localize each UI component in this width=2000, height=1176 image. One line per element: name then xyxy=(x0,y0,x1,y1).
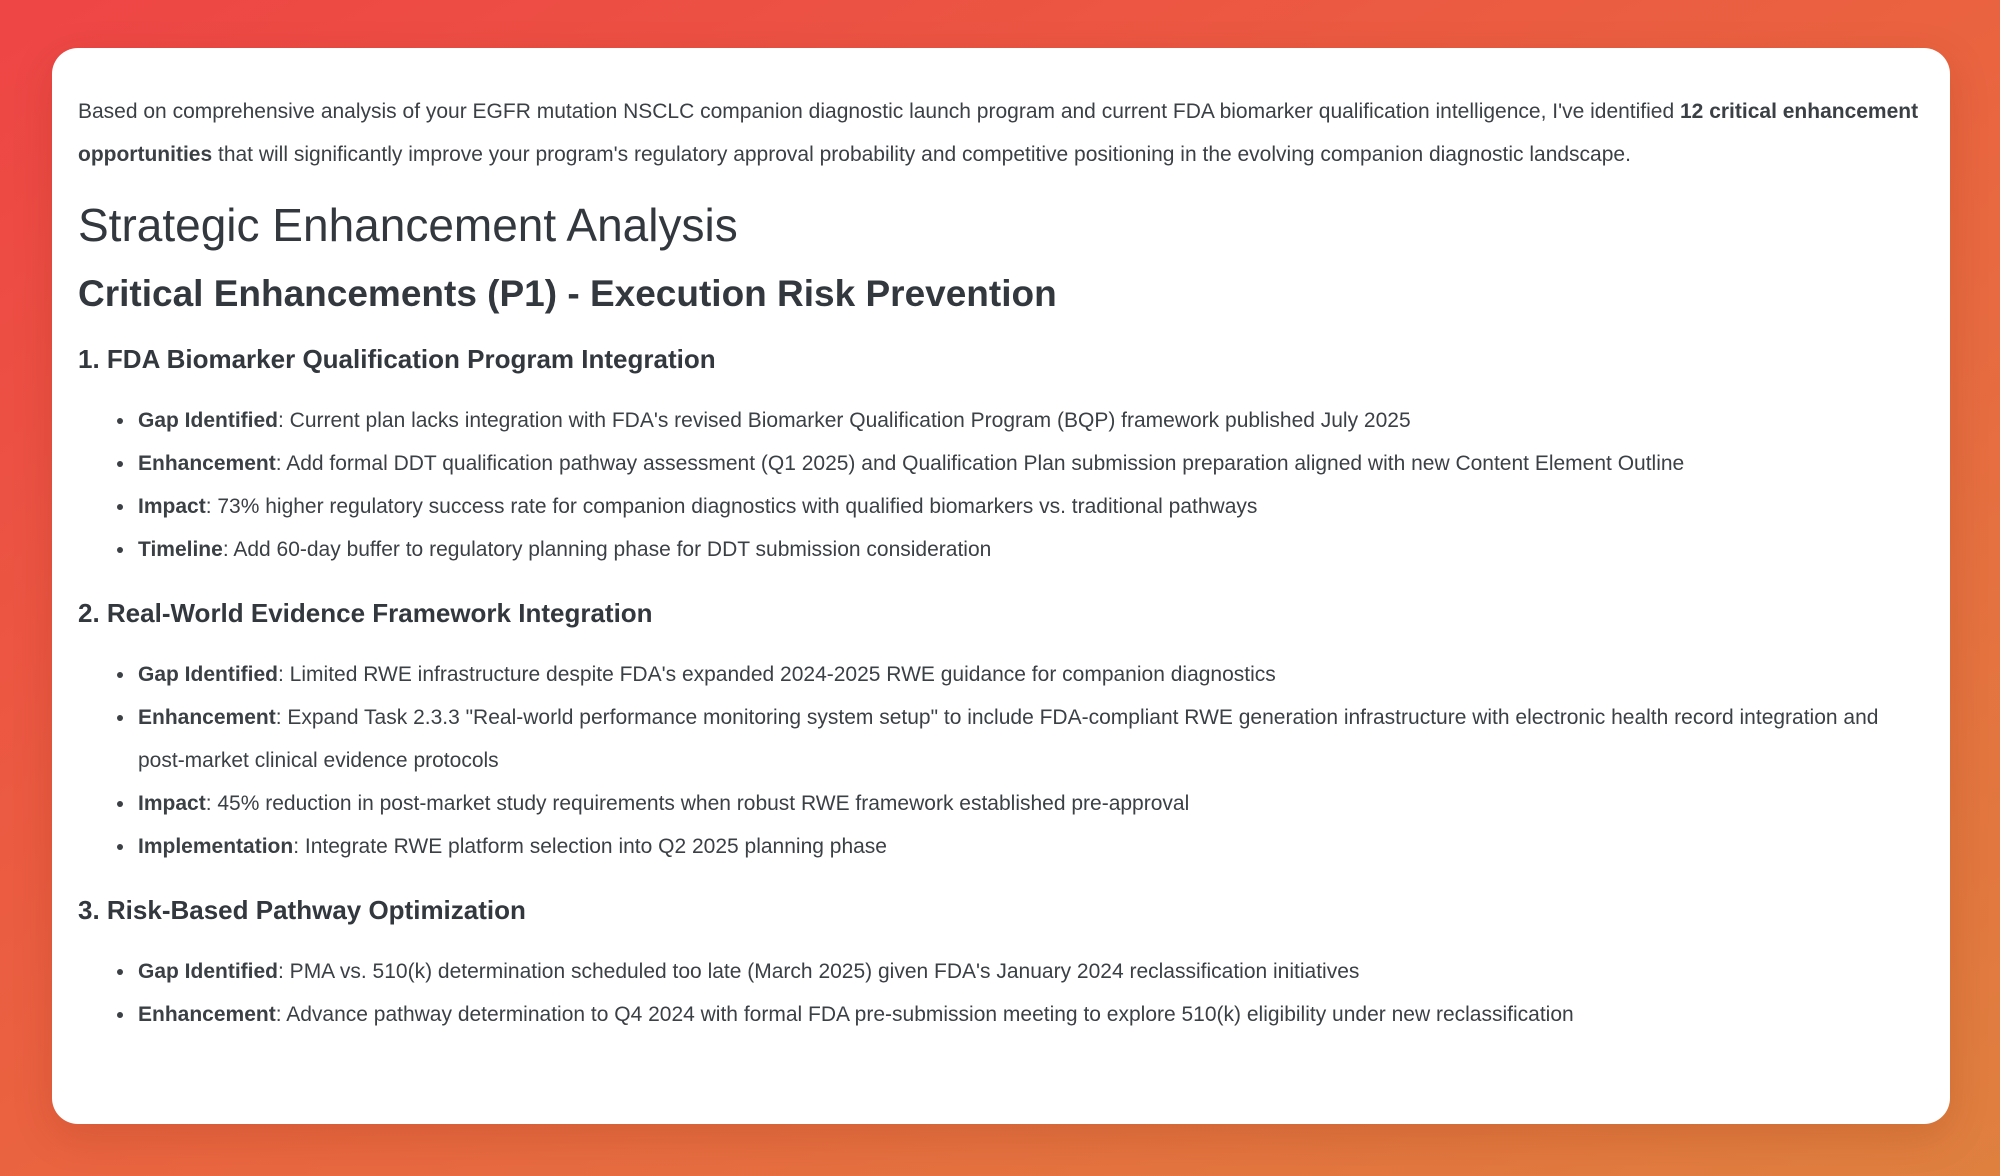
item-label: Enhancement xyxy=(138,706,276,730)
item-text: : Current plan lacks integration with FDA's revised Biomarker Qualification Program (BQP) framework published July 2025 xyxy=(278,409,1411,433)
list-item xyxy=(136,399,1924,442)
enhancement-heading: 3. Risk-Based Pathway Optimization xyxy=(78,895,526,926)
item-label: Impact xyxy=(138,792,206,816)
item-label: Impact xyxy=(138,495,206,519)
item-label: Enhancement xyxy=(138,452,276,476)
enhancement-list xyxy=(78,950,1924,1036)
intro-bold-highlight: 12 critical enhancement opportunities xyxy=(78,100,1919,166)
intro-text-start: Based on comprehensive analysis of your EGFR mutation NSCLC companion diagnostic launch program and current FDA biomarker qualification intelligence, I've identified xyxy=(78,100,1680,123)
enhancement-list xyxy=(78,399,1924,571)
enhancement-list xyxy=(78,653,1924,868)
list-item xyxy=(136,485,1924,528)
item-label: Gap Identified xyxy=(138,663,279,687)
list-item xyxy=(136,528,1924,571)
list-item xyxy=(136,993,1924,1036)
enhancement-section xyxy=(78,343,1924,571)
list-item xyxy=(136,696,1924,782)
item-text: : Advance pathway determination to Q4 2024 with formal FDA pre-submission meeting to explore 510(k) eligibility under new reclassification xyxy=(275,1002,1574,1026)
item-label: Implementation xyxy=(138,835,294,859)
item-text: : Expand Task 2.3.3 "Real-world performance monitoring system setup" to include FDA-compliant RWE generation infrastructure with electronic health record integration and post-market clinical evidence protocols xyxy=(138,706,1879,773)
item-label: Gap Identified xyxy=(138,959,279,983)
list-item xyxy=(136,950,1924,993)
enhancement-section xyxy=(78,894,1924,1036)
enhancement-heading: 1. FDA Biomarker Qualification Program Integration xyxy=(78,344,716,375)
list-item xyxy=(136,653,1924,696)
item-text: : 73% higher regulatory success rate for companion diagnostics with qualified biomarkers vs. traditional pathways xyxy=(205,495,1258,519)
intro-paragraph xyxy=(78,90,1924,176)
page-title: Strategic Enhancement Analysis xyxy=(78,199,738,251)
item-text: : 45% reduction in post-market study requirements when robust RWE framework established pre-approval xyxy=(205,792,1190,816)
item-label: Gap Identified xyxy=(138,409,279,433)
list-item xyxy=(136,442,1924,485)
sections-container xyxy=(78,343,1924,1035)
analysis-card xyxy=(52,48,1950,1124)
item-text: : Add formal DDT qualification pathway assessment (Q1 2025) and Qualification Plan submission preparation aligned with new Content Element Outline xyxy=(275,452,1685,476)
enhancement-heading: 2. Real-World Evidence Framework Integration xyxy=(78,598,653,629)
item-text: : Limited RWE infrastructure despite FDA's expanded 2024-2025 RWE guidance for companion diagnostics xyxy=(278,663,1276,687)
item-text: : Add 60-day buffer to regulatory planning phase for DDT submission consideration xyxy=(222,538,992,562)
list-item xyxy=(136,825,1924,868)
item-text: : PMA vs. 510(k) determination scheduled too late (March 2025) given FDA's January 2024 reclassification initiatives xyxy=(278,959,1360,983)
item-label: Enhancement xyxy=(138,1002,276,1026)
item-text: : Integrate RWE platform selection into Q2 2025 planning phase xyxy=(293,835,887,859)
section-group-title: Critical Enhancements (P1) - Execution Risk Prevention xyxy=(78,273,1057,315)
intro-text-end: that will significantly improve your program's regulatory approval probability and competitive positioning in the evolving companion diagnostic landscape. xyxy=(212,143,1631,166)
enhancement-section xyxy=(78,597,1924,868)
item-label: Timeline xyxy=(138,538,223,562)
list-item xyxy=(136,782,1924,825)
